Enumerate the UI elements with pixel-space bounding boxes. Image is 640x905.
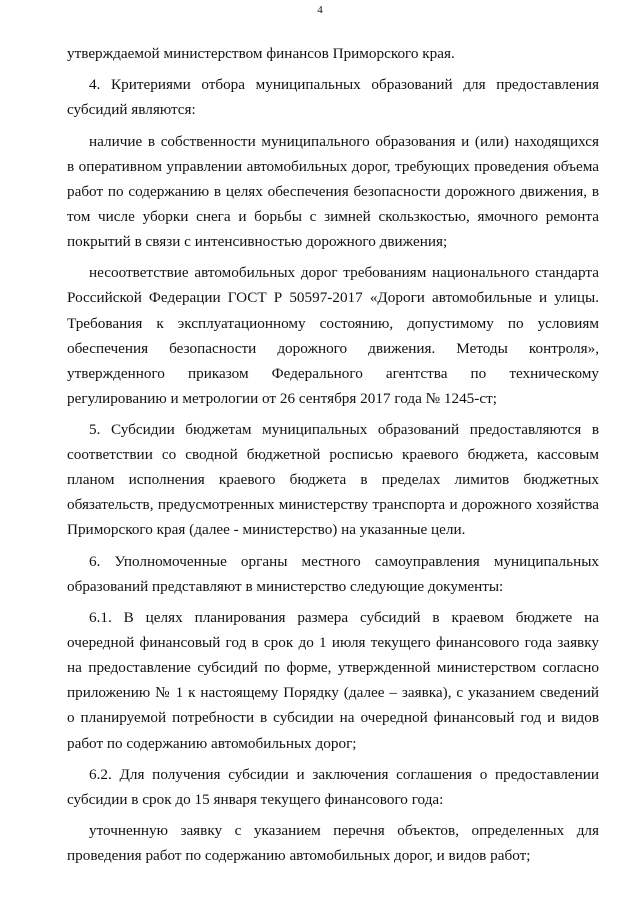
text-line: том числе уборки снега и борьбы с зимней скользкостью, ямочного ремонта <box>67 207 599 225</box>
text-line: обязательств, предусмотренных министерству транспорта и дорожного хозяйства <box>67 496 599 514</box>
text-line: 6. Уполномоченные органы местного самоуправления муниципальных <box>89 552 599 570</box>
page-number: 4 <box>317 4 323 16</box>
text-line: Российской Федерации ГОСТ Р 50597-2017 «Дороги автомобильные и улицы. <box>67 289 599 307</box>
text-line: 6.2. Для получения субсидии и заключения соглашения о предоставлении <box>89 765 599 783</box>
text-line: субсидий являются: <box>67 101 196 119</box>
text-line: субсидии в срок до 15 января текущего финансового года: <box>67 790 444 808</box>
text-line: в оперативном управлении автомобильных дорог, требующих проведения объема <box>67 157 599 175</box>
text-line: 6.1. В целях планирования размера субсидий в краевом бюджете на <box>89 609 599 627</box>
text-line: на предоставление субсидий по форме, утвержденной министерством согласно <box>67 659 599 677</box>
text-line: регулированию и метрологии от 26 сентября 2017 года № 1245-ст; <box>67 389 497 407</box>
text-line: обеспечения безопасности дорожного движения. Методы контроля», <box>67 339 599 357</box>
text-line: проведения работ по содержанию автомобильных дорог, и видов работ; <box>67 847 531 865</box>
text-line: о планируемой потребности в субсидии на очередной финансовый год и видов <box>67 709 599 727</box>
text-line: очередной финансовый год в срок до 1 июля текущего финансового года заявку <box>67 634 599 652</box>
text-line: наличие в собственности муниципального образования и (или) находящихся <box>89 132 599 150</box>
text-line: 4. Критериями отбора муниципальных образований для предоставления <box>89 76 599 94</box>
text-line: утвержденного приказом Федерального агентства по техническому <box>67 364 599 382</box>
text-line: покрытий в связи с интенсивностью дорожного движения; <box>67 233 448 251</box>
text-line: Требования к эксплуатационному состоянию, допустимому по условиям <box>67 314 599 332</box>
text-line: приложению № 1 к настоящему Порядку (далее – заявка), с указанием сведений <box>67 684 599 702</box>
text-line: 5. Субсидии бюджетам муниципальных образований предоставляются в <box>89 421 599 439</box>
text-line: несоответствие автомобильных дорог требованиям национального стандарта <box>89 264 599 282</box>
text-line: Приморского края (далее - министерство) на указанные цели. <box>67 521 466 539</box>
text-line: работ по содержанию автомобильных дорог; <box>67 734 357 752</box>
text-line: планом исполнения краевого бюджета в пределах лимитов бюджетных <box>67 471 599 489</box>
text-line: уточненную заявку с указанием перечня объектов, определенных для <box>89 822 599 840</box>
text-line: утверждаемой министерством финансов Приморского края. <box>67 45 455 62</box>
text-line: соответствии со сводной бюджетной росписью краевого бюджета, кассовым <box>67 446 599 464</box>
text-line: работ по содержанию в целях обеспечения безопасности дорожного движения, в <box>67 182 599 200</box>
text-line: образований представляют в министерство следующие документы: <box>67 577 504 595</box>
document-body <box>67 41 599 868</box>
